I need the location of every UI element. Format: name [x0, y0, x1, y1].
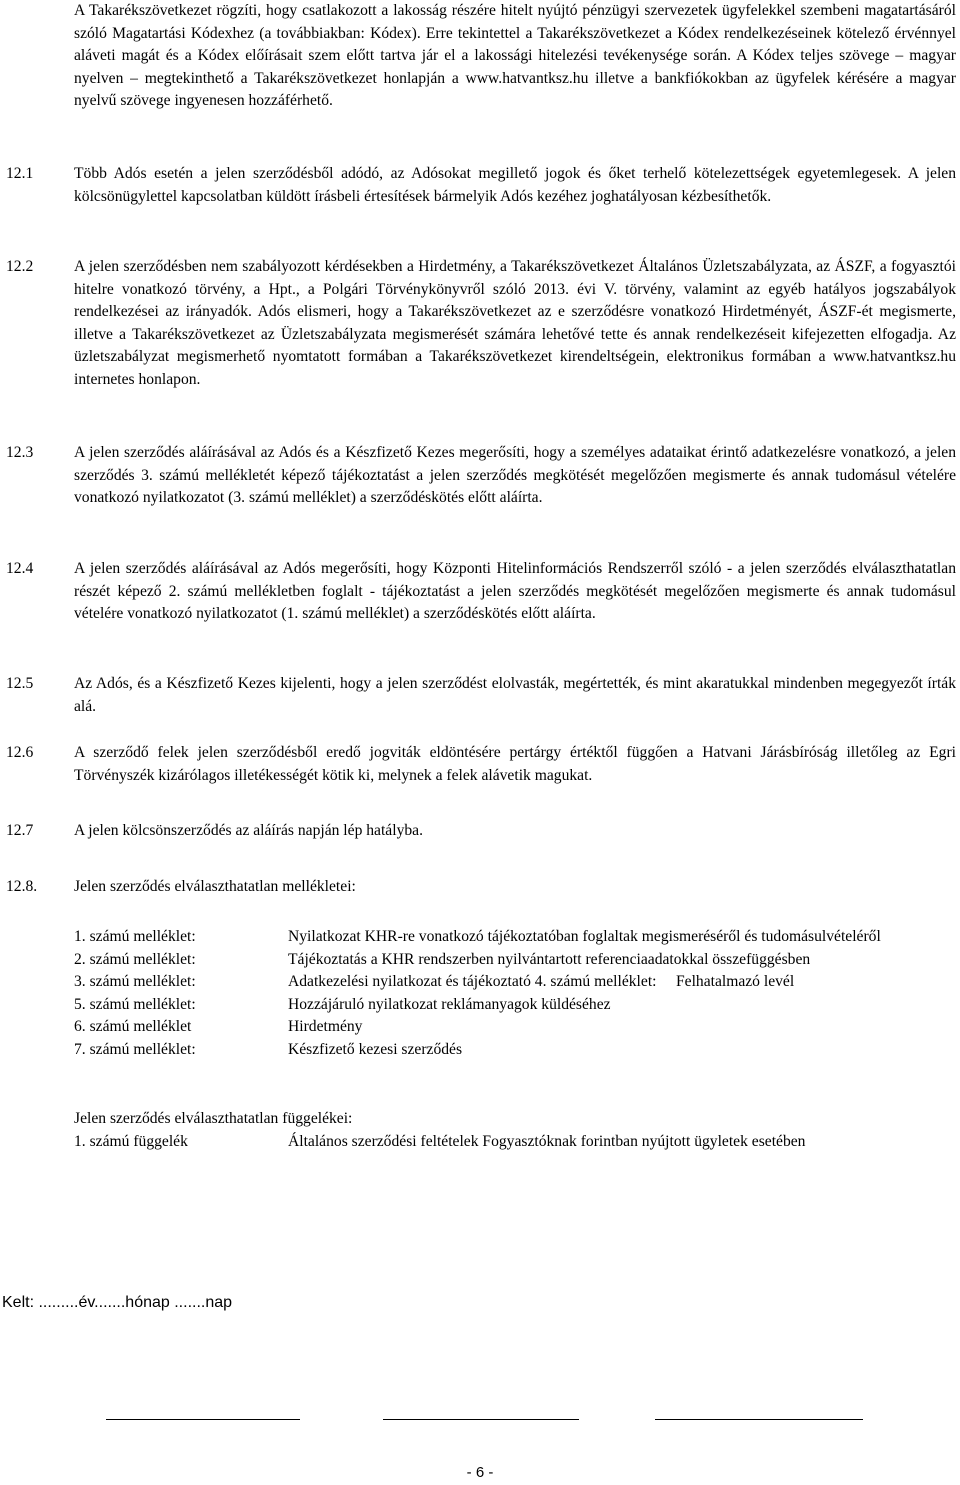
section-number: 12.8. [6, 878, 38, 895]
attachment-label: 5. számú melléklet: [74, 995, 196, 1013]
section-text: A jelen szerződés aláírásával az Adós és a Készfizető Kezes megerősíti, hogy a személyes adataikat érintő adatkezelésre vonatkozó, a jelen szerződés 3. számú mellékletét képező tájékoztatást a jelen szerződés megkötését megelőzően megismerte és annak tudomásul vételére vonatkozó nyilatkozatot (3. számú melléklet) a szerződéskötés előtt aláírta. [74, 444, 956, 506]
appendix-label: 1. számú függelék [74, 1133, 188, 1150]
appendix-row [74, 1131, 958, 1154]
section-text: Több Adós esetén a jelen szerződésből adódó, az Adósokat megillető jogok és őket terhelő kötelezettségek egyetemlegesek. A jelen kölcsönügylettel kapcsolatban küldött írásbeli értesítések bármelyik Adós kezéhez joghatályosan kézbesíthetők. [74, 165, 956, 205]
attachment-row [74, 1039, 958, 1062]
section-number: 12.5 [6, 675, 34, 692]
appendix-heading: Jelen szerződés elválaszthatatlan függelékei: [74, 1110, 353, 1127]
section-number: 12.3 [6, 444, 34, 461]
section-12-1 [6, 163, 956, 208]
attachment-row [74, 1016, 958, 1039]
attachment-title: Hozzájáruló nyilatkozat reklámanyagok küldéséhez [288, 995, 611, 1013]
section-text: A jelen szerződésben nem szabályozott kérdésekben a Hirdetmény, a Takarékszövetkezet Általános Üzletszabályzata, az ÁSZF, a fogyasztói hitelre vonatkozó törvény, a Hpt., a Polgári Törvénykönyvről szóló 2013. évi V. törvény, valamint az egyéb hatályos jogszabályok rendelkezései az irányadók. Adós elismeri, hogy a Takarékszövetkezet az e szerződésre vonatkozó Hirdetményét, ÁSZF-ét megismerte, illetve a Takarékszövetkezet az Üzletszabályzata megismerését számára lehetővé tette és annak rendelkezéseit kifejezetten elfogadja. Az üzletszabályzat megismerhető nyomtatott formában a Takarékszövetkezet kirendeltségein, elektronikus formában a www.hatvantksz.hu internetes honlapon. [74, 258, 956, 388]
attachment-row [74, 994, 958, 1017]
section-text: A jelen kölcsönszerződés az aláírás napján lép hatályba. [74, 822, 423, 839]
section-text: A szerződő felek jelen szerződésből eredő jogviták eldöntésére pertárgy értéktől függően a Hatvani Járásbíróság illetőleg az Egri Törvényszék kizárólagos illetékességét kötik ki, melynek a felek alávetik magukat. [74, 744, 956, 784]
attachment-label: 3. számú melléklet: [74, 973, 196, 990]
attachments-list [74, 926, 958, 1061]
page-number: - 6 - [466, 1464, 494, 1481]
section-12-4 [6, 558, 956, 626]
attachment-label: 6. számú melléklet [74, 1018, 192, 1035]
intro-paragraph: A Takarékszövetkezet rögzíti, hogy csatlakozott a lakosság részére hitelt nyújtó pénzügyi szervezetek ügyfelekkel szembeni magatartásáról szóló Magatartási Kódexhez (a továbbiakban: Kódex). Erre tekintettel a Takarékszövetkezet a Kódex rendelkezéseinek kötelező érvénnyel aláveti magát és a Kódex előírásait szem előtt tartva jár el a lakossági hitelezési tevékenysége során. A Kódex teljes szövege – magyar nyelven – megtekinthető a Takarékszövetkezet honlapján a www.hatvantksz.hu illetve a bankfiókokban az ügyfelek kérésére a magyar nyelvű szövege ingyenesen hozzáférhető. [74, 2, 956, 109]
attachment-label: 1. számú melléklet: [74, 928, 196, 945]
section-number: 12.7 [6, 822, 34, 839]
section-text: Az Adós, és a Készfizető Kezes kijelenti, hogy a jelen szerződést elolvasták, megértették, és mint akaratukkal mindenben megegyezőt írták alá. [74, 675, 956, 715]
attachment-title: Adatkezelési nyilatkozat és tájékoztató 4. számú melléklet: Felhatalmazó levél [288, 973, 795, 990]
section-12-8 [6, 876, 956, 899]
date-line: Kelt: .........év.......hónap .......nap [2, 1294, 233, 1311]
attachment-title: Hirdetmény [288, 1018, 363, 1035]
section-text: A jelen szerződés aláírásával az Adós megerősíti, hogy Központi Hitelinformációs Rendszerről szóló - a jelen szerződés elválaszthatatlan részét képező 2. számú mellékletben foglalt - tájékoztatást a jelen szerződés megkötését megelőzően megismerte és annak tudomásul vételére vonatkozó nyilatkozatot (1. számú melléklet) a szerződéskötés előtt aláírta. [74, 560, 956, 622]
signature-line [655, 1419, 863, 1420]
attachment-row [74, 949, 958, 972]
section-12-3 [6, 442, 956, 510]
section-12-6 [6, 742, 956, 787]
appendix-title: Általános szerződési feltételek Fogyasztóknak forintban nyújtott ügyletek esetében [288, 1133, 806, 1150]
attachment-label: 2. számú melléklet: [74, 950, 196, 968]
signature-line [383, 1419, 579, 1420]
section-number: 12.2 [6, 258, 34, 275]
section-number: 12.1 [6, 165, 34, 182]
section-number: 12.4 [6, 560, 34, 577]
section-12-2 [6, 256, 956, 391]
attachment-title: Nyilatkozat KHR-re vonatkozó tájékoztatóban foglaltak megismeréséről és tudomásulvételéről [288, 928, 881, 945]
section-12-7 [6, 820, 956, 843]
section-text: Jelen szerződés elválaszthatatlan mellékletei: [74, 878, 356, 895]
section-number: 12.6 [6, 744, 34, 761]
attachment-row [74, 971, 958, 994]
signature-line [106, 1419, 300, 1420]
attachment-row [74, 926, 958, 949]
section-12-5 [6, 673, 956, 718]
attachment-title: Tájékoztatás a KHR rendszerben nyilvántartott referenciaadatokkal összefüggésben [288, 950, 811, 968]
attachment-label: 7. számú melléklet: [74, 1040, 196, 1058]
attachment-title: Készfizető kezesi szerződés [288, 1040, 463, 1058]
